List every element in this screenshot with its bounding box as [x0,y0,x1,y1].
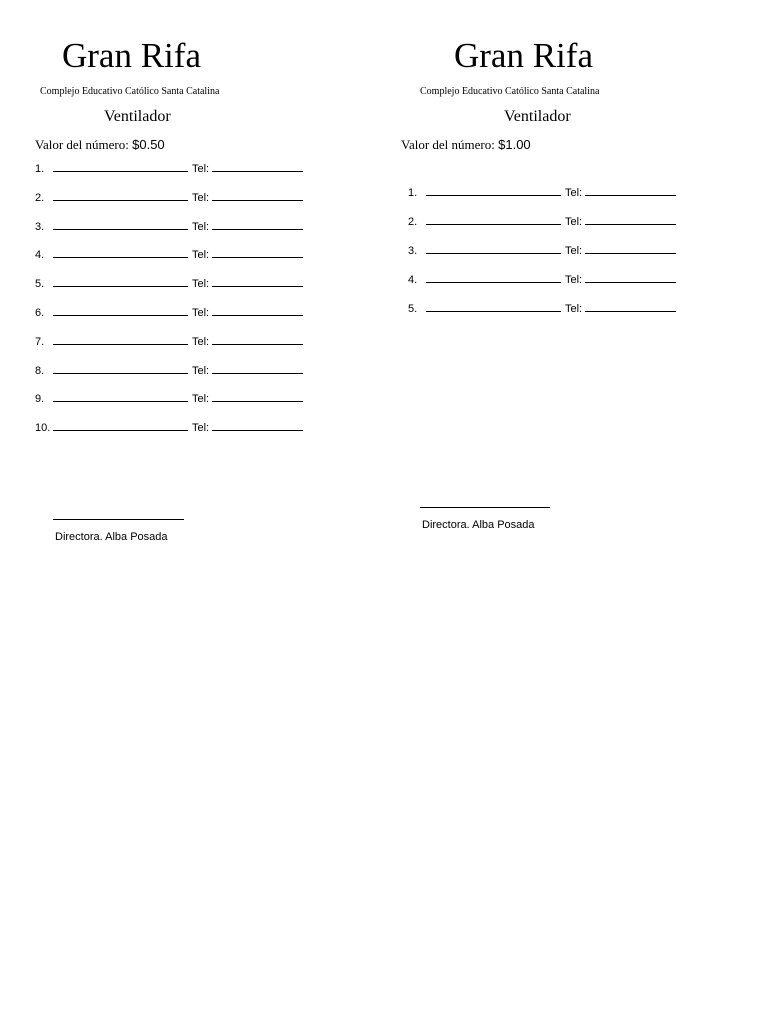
value-label: Valor del número: [35,137,129,152]
entry-row [35,162,303,175]
entry-row [35,421,303,434]
entry-row [35,364,303,377]
tel-blank[interactable] [585,302,676,312]
entry-number: 5. [408,302,418,315]
entry-number: 2. [35,191,45,204]
entry-number: 8. [35,364,45,377]
value-line [35,138,165,151]
entry-row [35,392,303,405]
tel-label: Tel: [192,364,210,377]
name-blank[interactable] [426,186,561,196]
name-blank[interactable] [53,306,188,316]
entry-number: 4. [408,273,418,286]
tel-label: Tel: [192,163,210,175]
tel-label: Tel: [192,249,210,262]
tel-blank[interactable] [212,364,303,374]
tel-blank[interactable] [212,421,303,431]
entry-row [35,335,303,348]
tel-blank[interactable] [212,392,303,402]
tel-label: Tel: [565,215,583,228]
name-blank[interactable] [53,335,188,345]
ticket-title: Gran Rifa [454,36,593,75]
entry-row [35,248,303,261]
tel-label: Tel: [565,187,583,199]
tel-label: Tel: [192,393,210,406]
entry-row [408,215,676,228]
entry-number: 6. [35,307,45,319]
entry-number: 4. [35,249,45,262]
name-blank[interactable] [53,220,188,230]
entry-number: 5. [35,278,45,291]
tel-label: Tel: [565,244,583,257]
value-label: Valor del número: [401,137,495,152]
tel-blank[interactable] [585,215,676,225]
signature-line [420,507,550,508]
signature-line [53,519,184,520]
entry-row [408,273,676,286]
name-blank[interactable] [53,162,188,172]
entry-number: 10. [35,422,51,435]
tel-blank[interactable] [212,306,303,316]
entry-number: 7. [35,335,45,348]
tel-label: Tel: [192,278,210,291]
tel-label: Tel: [192,220,210,233]
name-blank[interactable] [426,273,561,283]
name-blank[interactable] [53,392,188,402]
entry-row [408,186,676,199]
entry-row [35,220,303,233]
tel-label: Tel: [192,335,210,348]
tel-blank[interactable] [212,191,303,201]
entry-row [408,302,676,315]
tel-blank[interactable] [212,162,303,172]
prize-name: Ventilador [104,108,171,125]
name-blank[interactable] [53,277,188,287]
value-amount: $0.50 [132,137,165,152]
tel-blank[interactable] [212,335,303,345]
value-line [401,138,531,151]
tel-blank[interactable] [585,244,676,254]
prize-name: Ventilador [504,108,571,125]
tel-blank[interactable] [212,248,303,258]
tel-blank[interactable] [212,277,303,287]
tel-label: Tel: [192,191,210,204]
signature-name: Directora. Alba Posada [422,519,535,531]
name-blank[interactable] [53,421,188,431]
value-amount: $1.00 [498,137,531,152]
tel-label: Tel: [192,422,210,435]
entry-number: 1. [35,163,45,175]
school-name: Complejo Educativo Católico Santa Catalina [420,86,600,97]
entry-row [35,306,303,319]
name-blank[interactable] [426,302,561,312]
school-name: Complejo Educativo Católico Santa Catalina [40,86,220,97]
tel-label: Tel: [565,302,583,315]
tel-label: Tel: [192,307,210,319]
tel-label: Tel: [565,273,583,286]
name-blank[interactable] [53,191,188,201]
name-blank[interactable] [426,244,561,254]
entry-number: 3. [35,220,45,233]
entry-number: 2. [408,215,418,228]
signature-name: Directora. Alba Posada [55,531,168,543]
tel-blank[interactable] [585,273,676,283]
tel-blank[interactable] [585,186,676,196]
ticket-title: Gran Rifa [62,36,201,75]
entry-row [35,277,303,290]
entry-row [408,244,676,257]
name-blank[interactable] [53,248,188,258]
name-blank[interactable] [426,215,561,225]
entry-row [35,191,303,204]
tel-blank[interactable] [212,220,303,230]
entry-number: 1. [408,187,418,199]
entry-number: 3. [408,244,418,257]
name-blank[interactable] [53,364,188,374]
entry-number: 9. [35,393,45,406]
